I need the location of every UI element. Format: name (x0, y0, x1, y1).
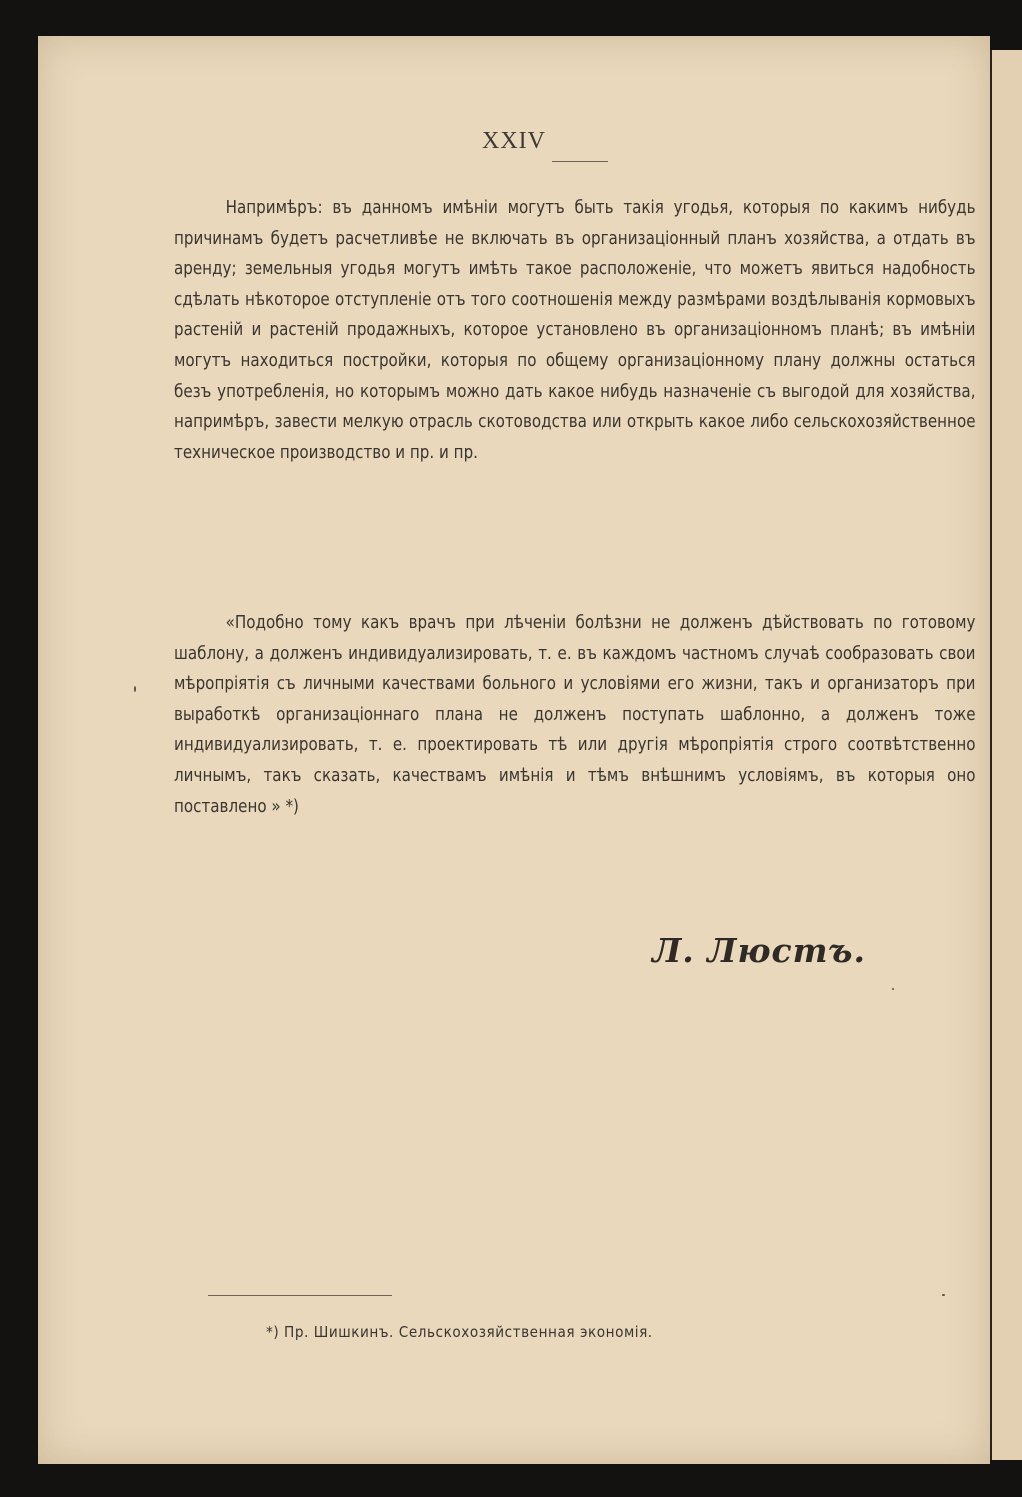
paper-speck (942, 1294, 945, 1296)
author-signature: Л. Люстъ. (652, 931, 866, 970)
paragraph-1-block (174, 193, 976, 468)
paragraph-1: Напримѣръ: въ данномъ имѣніи могутъ быть такія угодья, которыя по какимъ нибудь причинамъ будетъ расчетливѣе не включать въ организаціонный планъ хозяйства, а отдать въ аренду; земельныя угодья могутъ имѣть такое расположеніе, что можетъ явиться надобность сдѣлать нѣкоторое отступленіе отъ того соотношенія между размѣрами воздѣлыванія кормовыхъ растеній и растеній продажныхъ, которое установлено въ организаціонномъ планѣ; въ имѣніи могутъ находиться постройки, которыя по общему организаціонному плану должны остаться безъ употребленія, но которымъ можно дать какое нибудь назначеніе съ выгодой для хозяйства, напримѣръ, завести мелкую отрасль скотоводства или открыть какое либо сельскохозяйственное техническое производство и пр. и пр. (174, 198, 976, 463)
page-number-header: XXIV (482, 128, 546, 154)
paragraph-2-block (174, 608, 976, 822)
footnote: *) Пр. Шишкинъ. Сельскохозяйственная экономія. (266, 1323, 653, 1341)
paragraph-2-quote: «Подобно тому какъ врачъ при лѣченіи болѣзни не долженъ дѣйствовать по готовому шаблону, а долженъ индивидуализировать, т. е. въ каждомъ частномъ случаѣ сообразовать свои мѣропріятія съ личными качествами больного и условіями его жизни, такъ и организаторъ при выработкѣ организаціоннаго плана не долженъ поступать шаблонно, а долженъ тоже индивидуализировать, т. е. проектировать тѣ или другія мѣропріятія строго соотвѣтственно личнымъ, такъ сказать, качествамъ имѣнія и тѣмъ внѣшнимъ условіямъ, въ которыя оно поставлено » *) (174, 613, 976, 817)
paper-speck (892, 988, 894, 990)
paper-speck (134, 686, 136, 692)
footnote-rule (208, 1295, 392, 1296)
adjacent-page-edge (990, 50, 1022, 1460)
book-page (38, 36, 990, 1464)
header-rule (552, 161, 608, 162)
